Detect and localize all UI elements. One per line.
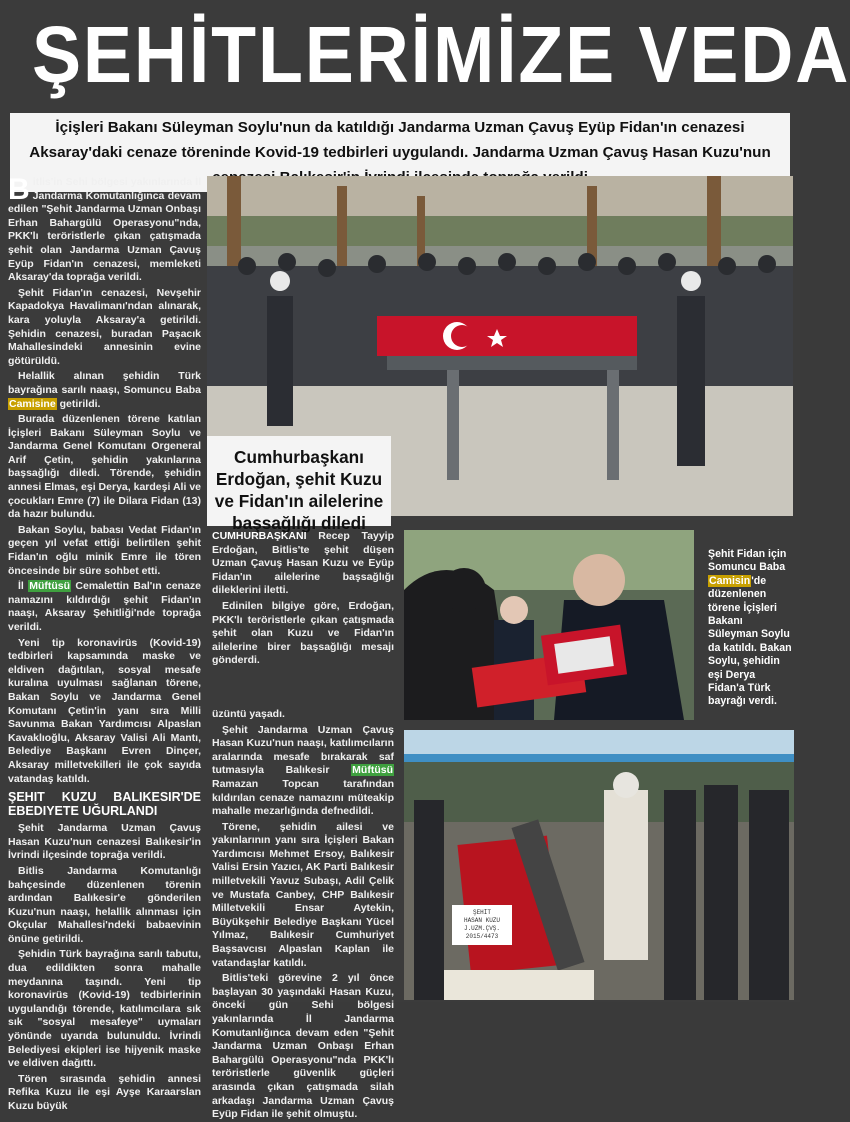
paragraph: Şehit Fidan'ın cenazesi, Nevşehir Kapadokya Havalimanı'ndan alınarak, kara yoluyla Aksaray'a getirildi. Şehidin cenazesi, buradan Paşacık Mahallesindeki annesinin evine götürüldü. <box>8 286 201 367</box>
paragraph: Bakan Soylu, babası Vedat Fidan'ın geçen yıl vefat ettiği belirtilen şehit Fidan'ın oğlu minik Emre ile tören öncesinde bir süre sohbet etti. <box>8 523 201 577</box>
highlight-mufti: Müftüsü <box>352 764 393 777</box>
paragraph: üzüntü yaşadı. <box>212 707 285 720</box>
sidebox-title: Cumhurbaşkanı Erdoğan, şehit Kuzu ve Fidan'ın ailelerine başsağlığı diledi <box>214 447 384 533</box>
subheading: ŞEHIT KUZU BALIKESIR'DE EBEDIYETE UĞURLANDI <box>8 790 201 819</box>
highlight-mosque: Camisin <box>709 574 751 587</box>
drop-cap: B <box>8 173 30 206</box>
photo-caption: Şehit Fidan için Somuncu Baba Camisin'de düzenlenen törene İçişleri Bakanı Süleyman Soylu da katıldı. Bakan Soylu, şehidin eşi Derya Fidan'a Türk bayrağı verdi. <box>708 548 792 708</box>
paragraph: Yeni tip koronavirüs (Kovid-19) tedbirleri kapsamında maske ve eldiven dağıtılan, sosyal mesafe kuralına uyulması sağlanan törene, Bakan Soylu ve Jandarma Genel Komutanı Çetin'in yanı sıra Milli Savunma Bakan Yardımcısı Alpaslan Kavaklıoğlu, Aksaray Valisi Ali Mantı, Belediye Başkanı Evren Dinçer, Aksaray milletvekilleri ile çok sayıda vatandaş katıldı. <box>8 636 201 785</box>
paragraph: Tören sırasında şehidin annesi Refika Kuzu ile eşi Ayşe Karaarslan Kuzu büyük <box>8 1072 201 1112</box>
highlight-mosque: Camisine <box>9 397 56 410</box>
paragraph: Helallik alınan şehidin Türk bayrağına sarılı naaşı, Somuncu Baba Camisine getirildi. <box>8 370 201 410</box>
paragraph: itlis'in Sehi bölgesi yakınlarında İl Jandarma Komutanlığınca devam edilen "Şehit Jandarma Uzman Onbaşı Erhan Bahargülü Operasyonu"nda, PKK'lı teröristlerle çıkan çatışmada şehit olan Jandarma Uzman Çavuş Eyüp Fidan'ın cenazesi, memleketi Aksaray'da toprağa verildi. <box>8 176 201 284</box>
paragraph: Burada düzenlenen törene katılan İçişleri Bakanı Süleyman Soylu ve Jandarma Genel Komutanı Orgeneral Arif Çetin, şehidin yakınlarına başsağlığı diledi. Törende, şehidin annesi Elmas, eşi Derya, kardeşi Ali ve çocukları Emre (7) ile Dilara Fidan (13) da hazır bulundu. <box>8 413 201 521</box>
paragraph: Törene, şehidin ailesi ve yakınlarının yanı sıra İçişleri Bakan Yardımcısı Mehmet Ersoy, Balıkesir Valisi Ersin Yazıcı, AK Parti Balıkesir milletvekili Yavuz Subaşı, Adil Çelik ve Mustafa Canbey, CHP Balıkesir Milletvekili Ensar Aytekin, Büyükşehir Belediye Başkanı Yücel Yılmaz, Balıkesir Cumhuriyet Başsavcısı Alpaslan Kaplan ile vatandaşlar katıldı. <box>212 820 394 969</box>
photo-illustration <box>404 730 794 1000</box>
paragraph: Bitlis'teki görevine 2 yıl önce başlayan 30 yaşındaki Hasan Kuzu, önceki gün Sehi bölgesi yakınlarında İl Jandarma Komutanlığınca devam eden "Şehit Jandarma Uzman Onbaşı Erhan Bahargülü Operasyonu"nda PKK'lı teröristlerle güvenlik güçleri arasında çıkan çatışmada silah arkadaşı Jandarma Uzman Çavuş Eyüp Fidan ile şehit olmuştu. <box>212 972 394 1121</box>
paragraph: Şehidin Türk bayrağına sarılı tabutu, dua edildikten sonra mahalle meydanına taşındı. Yeni tip koronavirüs (Kovid-19) tedbirlerinin uygulandığı törende, katılımcılara sık sık "sosyal mesafeye" uymaları yönünde uyarıda bulunuldu. İvrindi Belediyesi ekipleri ise hijyenik maske ve eldiven dağıttı. <box>8 948 201 1070</box>
paragraph: İl Müftüsü Cemalettin Bal'ın cenaze namazını kıldırdığı şehit Fidan'ın naaşı, Aksaray Şehitliği'nde toprağa verildi. <box>8 580 201 633</box>
paragraph: CUMHURBAŞKANI Recep Tayyip Erdoğan, Bitlis'te şehit düşen Uzman Çavuş Hasan Kuzu ve Eyüp Fidan'ın ailelerine başsağlığı dileklerini iletti. <box>212 530 394 597</box>
paragraph: Şehit Jandarma Uzman Çavuş Hasan Kuzu'nun cenazesi Balıkesir'in İvrindi ilçesinde toprağa verildi. <box>8 822 201 862</box>
paragraph: Bitlis Jandarma Komutanlığı bahçesinde düzenlenen törenin ardından Balıkesir'e gönderilen Kuzu'nun naaşı, helallik alınması için Okçular Mahallesi'ndeki babaevinin önüne getirildi. <box>8 864 201 945</box>
article-column-middle <box>212 530 394 1121</box>
photo-flag-presentation <box>404 530 694 720</box>
page-headline: ŞEHİTLERİMİZE VEDA <box>32 10 850 99</box>
lead-word: CUMHURBAŞKANI <box>212 530 307 542</box>
article-column-left <box>8 173 201 1112</box>
highlight-mufti: Müftüsü <box>29 580 71 593</box>
paragraph: Edinilen bilgiye göre, Erdoğan, PKK'lı teröristlerle çıkan çatışmada şehit olan Kuzu ve Fidan'ın ailelerine birer başsağlığı mesajı gönderdi. <box>212 599 394 667</box>
photo-funeral-prayer <box>404 730 794 1000</box>
photo-illustration <box>404 530 694 720</box>
paragraph: Şehit Jandarma Uzman Çavuş Hasan Kuzu'nun naaşı, katılımcıların aralarında mesafe bırakarak saf tutmasıyla Balıkesir Müftüsü Ramazan Topcan tarafından kıldırılan cenaze namazını müteakip mahalle mezarlığında defnedildi. <box>212 723 394 818</box>
coffin-nameplate: ŞEHİT HASAN KUZU J.UZM.ÇVŞ. 2015/4473 <box>452 905 512 945</box>
deck-summary: İçişleri Bakanı Süleyman Soylu'nun da katıldığı Jandarma Uzman Çavuş Eyüp Fidan'ın cenazesi Aksaray'daki cenaze töreninde Kovid-19 tedbirleri uygulandı. Jandarma Uzman Çavuş Hasan Kuzu'nun <box>10 113 790 192</box>
sidebox-headline <box>207 436 391 533</box>
